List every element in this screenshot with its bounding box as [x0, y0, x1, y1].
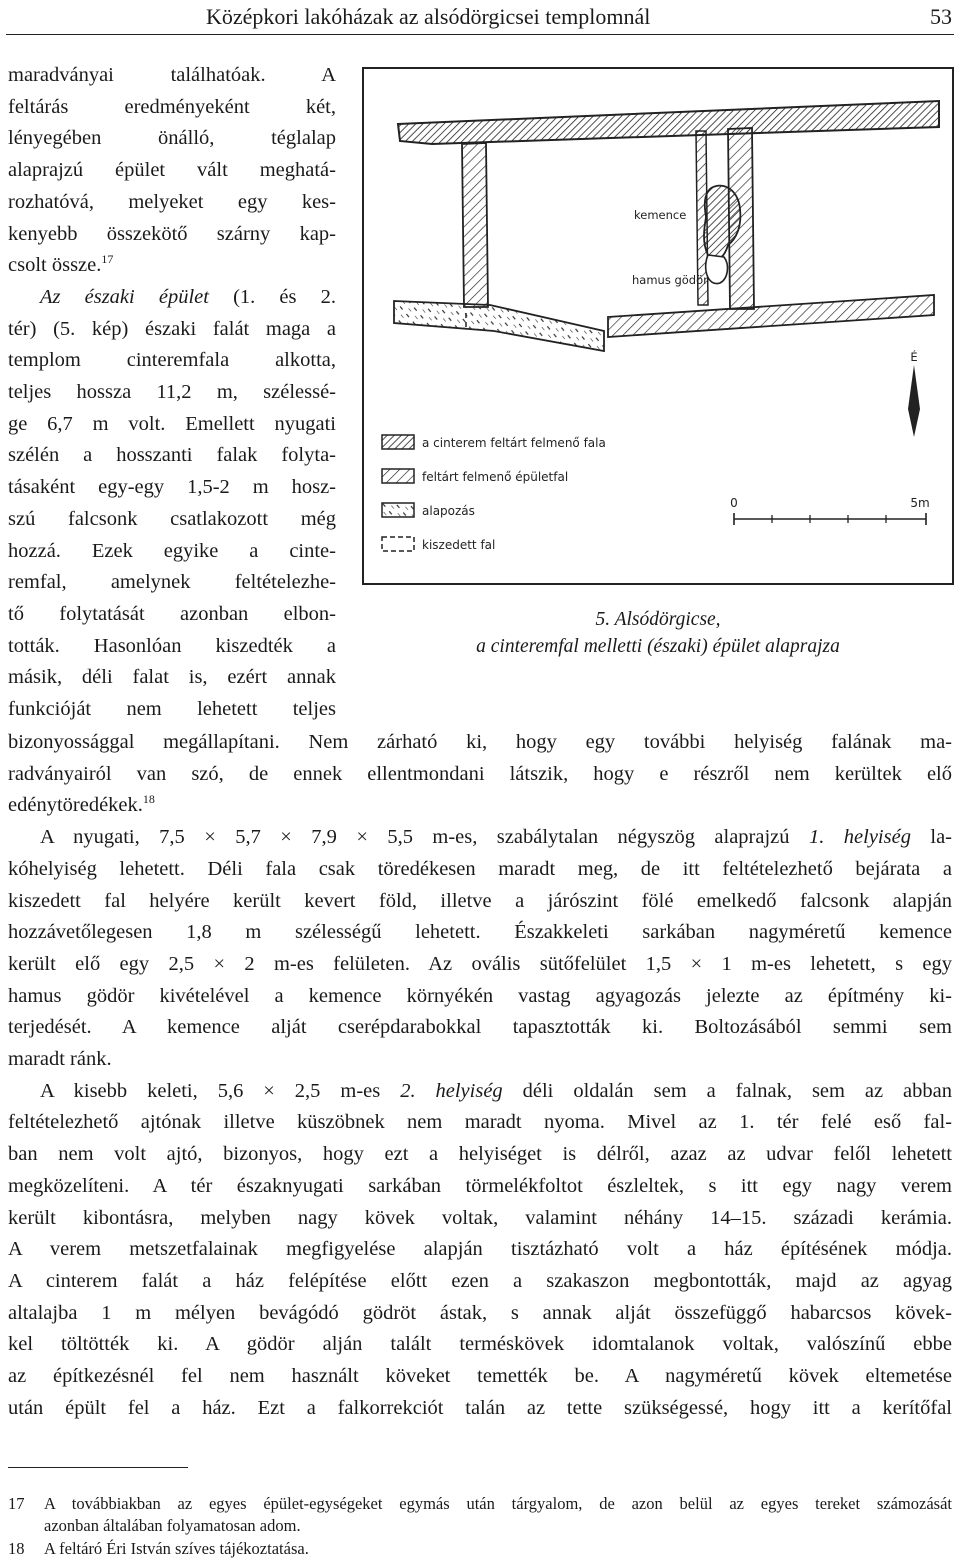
legend-swatch-foundation: [382, 503, 414, 517]
text-line: kenyebb összekötő szárny kap-: [8, 222, 336, 245]
legend-swatch-cemetery-wall: [382, 435, 414, 449]
caption-line: a cinteremfal melletti (északi) épület alaprajza: [476, 636, 840, 657]
footnote-ref: 17: [101, 252, 114, 267]
text-line: ban nem volt ajtó, bizonyos, hogy ezt a helyiséget is délről, azaz az udvar felől lehetett: [8, 1143, 952, 1166]
text-line: kóhelyiség lehetett. Déli fala csak töredékesen maradt meg, de itt feltételezhető bejárata a: [8, 857, 952, 880]
text-line: feltételezhető ajtónak illetve küszöbnek nem maradt nyoma. Mivel az 1. tér felé eső fal-: [8, 1111, 952, 1134]
west-wall: [462, 143, 488, 307]
italic-term: 1. helyiség: [808, 826, 911, 849]
north-label: É: [910, 350, 918, 364]
text-line: A cinterem falát a ház felépítése előtt ezen a szakaszon megbontották, majd az agyag: [8, 1269, 952, 1292]
text-line: [8, 282, 336, 314]
label-hamus-godor: hamus gödör: [632, 273, 708, 287]
legend-label: alapozás: [422, 504, 475, 518]
text-line: tér) (5. kép) északi falát maga a: [8, 317, 336, 340]
text-line: radványairól van szó, de ennek ellentmondani látszik, hogy e részről nem kerültek elő: [8, 762, 952, 785]
text-line: terjedését. A kemence alját cserépdarabokkal tapasztották ki. Boltozásából semmi sem: [8, 1016, 952, 1039]
text-line: [8, 1076, 952, 1108]
text-line: maradványai találhatóak. A: [8, 64, 336, 86]
caption-line: 5. Alsódörgicse,: [595, 609, 721, 630]
running-head: [0, 0, 960, 36]
footnote-text: [44, 1493, 952, 1537]
south-foundation: [394, 301, 604, 351]
footnote-text: [44, 1538, 952, 1560]
text-line: bizonyossággal megállapítani. Nem zárható ki, hogy egy további helyiség falának ma-: [8, 731, 952, 753]
legend-swatch-building-wall: [382, 469, 414, 483]
footnote-line: A feltáró Éri István szíves tájékoztatása.: [44, 1539, 309, 1558]
text-line: lényegében önálló, téglalap: [8, 127, 336, 150]
text-line: A verem metszetfalainak megfigyelése alapján tisztázható volt a ház építésének módja.: [8, 1238, 952, 1261]
text-line: után épült fel a ház. Ezt a falkorrekciót talán az tette szükségessé, hogy itt a kerítőfal: [8, 1396, 952, 1419]
scale-end-label: 5m: [910, 496, 930, 510]
footnote-18: [8, 1538, 952, 1560]
text-line: [8, 790, 952, 822]
footnote-17: [8, 1493, 952, 1537]
text-line: másik, déli falat is, ezért annak: [8, 666, 336, 689]
full-paragraph: [8, 727, 952, 1424]
text-segment: A kisebb keleti, 5,6 × 2,5 m-es: [40, 1079, 401, 1102]
column-paragraph: [8, 60, 336, 726]
text-line: az építkezésnél fel nem használt köveket temették be. A nagyméretű kövek eltemetése: [8, 1365, 952, 1388]
text-line: kiszedett fal helyére került kevert föld, illetve a járószint fölé emelkedő falcsonk alapján: [8, 889, 952, 912]
footnote-ref: 18: [142, 792, 155, 807]
running-title: Középkori lakóházak az alsódörgicsei templomnál: [206, 4, 651, 29]
text-line: tásaként egy-egy 1,5-2 m hosz-: [8, 476, 336, 499]
text-segment: A nyugati, 7,5 × 5,7 × 7,9 × 5,5 m-es, szabálytalan négyszög alaprajzú: [40, 826, 809, 849]
legend-label: kiszedett fal: [422, 538, 496, 552]
legend-label: feltárt felmenő épületfal: [422, 470, 569, 484]
footnote-number: 18: [8, 1539, 25, 1558]
text-segment: déli oldalán sem a falnak, sem az abban: [502, 1079, 953, 1102]
cemetery-wall: [398, 101, 939, 144]
text-line: megközelíteni. A tér északnyugati sarkában törmelékfoltot észleltek, s itt egy nagy verem: [8, 1174, 952, 1197]
footnote-number: 17: [8, 1494, 25, 1513]
text-line: teljes hossza 11,2 m, szélessé-: [8, 381, 336, 404]
page-number: 53: [930, 4, 952, 29]
text-segment: csolt össze.: [8, 254, 102, 277]
text-line: került elő egy 2,5 × 2 m-es felületen. Az ovális sütőfelület 1,5 × 1 m-es lehetett, s egy: [8, 952, 952, 975]
ash-pit-shape: [706, 255, 728, 284]
text-line: hozzá. Ezek egyike a cinte-: [8, 539, 336, 562]
text-line: került kibontásra, melyben nagy kövek voltak, valamint néhány 14–15. századi kerámia.: [8, 1206, 952, 1229]
text-line: templom cinteremfala alkotta,: [8, 349, 336, 372]
text-segment: la-: [910, 826, 953, 849]
text-line: funkcióját nem lehetett teljes: [8, 698, 336, 721]
text-line: alaprajzú épület vált meghatá-: [8, 159, 336, 182]
text-line: hamus gödör kivételével a kemence környékén vastag agyagozás jelezte az építmény ki-: [8, 984, 952, 1007]
text-line: hozzávetőlegesen 1,8 m szélességű lehetett. Északkeleti sarkában nagyméretű kemence: [8, 921, 952, 944]
text-line: tották. Hasonlóan kiszedték a: [8, 634, 336, 657]
text-line: maradt ránk.: [8, 1048, 112, 1071]
north-arrow-icon: [908, 365, 920, 437]
scale-start-label: 0: [730, 496, 738, 510]
label-kemence: kemence: [634, 208, 687, 222]
figure-caption: [362, 606, 954, 660]
text-line: [8, 822, 952, 854]
legend-label: a cinterem feltárt felmenő fala: [422, 436, 606, 450]
italic-heading: Az északi épület: [40, 285, 209, 308]
south-wall: [608, 295, 934, 337]
text-line: szú falcsonk csatlakozott még: [8, 507, 336, 530]
text-line: rozhatóvá, melyeket egy kes-: [8, 190, 336, 213]
text-line: szélén a hosszanti falak folyta-: [8, 444, 336, 467]
italic-term: 2. helyiség: [400, 1079, 503, 1102]
text-segment: edénytöredékek.: [8, 794, 143, 817]
header-rule: [6, 34, 954, 35]
text-line: altalajba 1 m mélyen bevágódó gödröt ástak, s annak alját összefüggő habarcsos kövek-: [8, 1301, 952, 1324]
text-line: ge 6,7 m volt. Emellett nyugati: [8, 412, 336, 435]
footnote-rule: [8, 1467, 188, 1468]
legend-swatch-removed-wall: [382, 537, 414, 551]
text-line: tő folytatását azonban elbon-: [8, 602, 336, 625]
floor-plan-drawing: [364, 69, 952, 583]
text-line: [8, 250, 336, 282]
floor-plan-figure: [362, 67, 954, 585]
text-line: feltárás eredményeként két,: [8, 95, 336, 118]
text-line: kel töltötték ki. A gödör alján talált terméskövek idomtalanok voltak, valószínű ebbe: [8, 1333, 952, 1356]
text-line: remfal, amelynek feltételezhe-: [8, 571, 336, 594]
footnote-line: azonban általában folyamatosan adom.: [44, 1516, 301, 1535]
footnote-line: A továbbiakban az egyes épület-egységeket egymás után tárgyalom, de azon belül az egyes tereket számozását: [44, 1494, 952, 1513]
text-segment: (1. és 2.: [208, 285, 336, 308]
